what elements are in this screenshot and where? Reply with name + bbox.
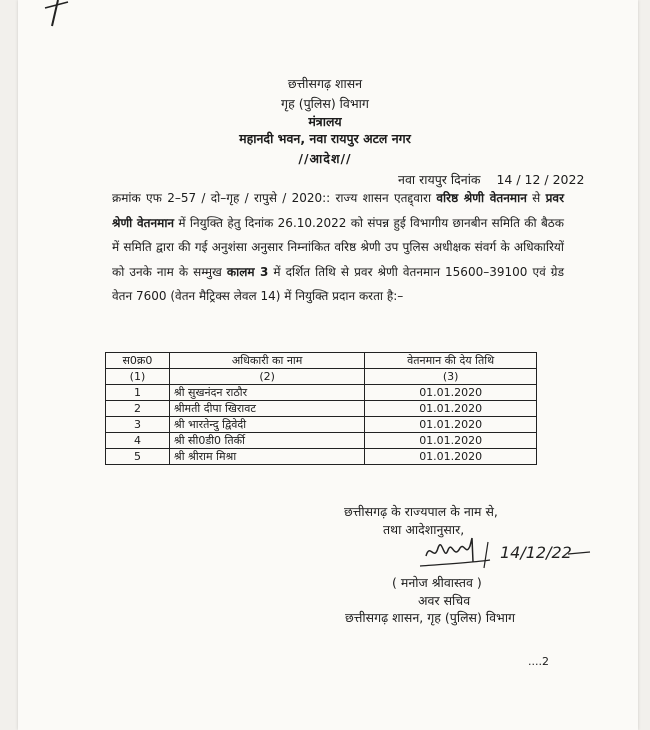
page-continuation: ....2 [528, 655, 549, 668]
header-address: महानदी भवन, नवा रायपुर अटल नगर [239, 131, 411, 146]
row-pay-date: 01.01.2020 [365, 417, 537, 433]
row-sn: 1 [106, 385, 170, 401]
col-header-sn: स0क्र0 [106, 353, 170, 369]
order-date: 14 / 12 / 2022 [496, 172, 585, 187]
signatory-department: छत्तीसगढ़ शासन, गृह (पुलिस) विभाग [345, 610, 516, 625]
row-officer-name: श्री सुखनंदन राठौर [169, 385, 364, 401]
table-row [106, 401, 537, 417]
row-officer-name: श्री भारतेन्दु द्विवेदी [169, 417, 364, 433]
header-order-title: //आदेश// [298, 151, 352, 166]
col-header-name: अधिकारी का नाम [169, 353, 364, 369]
col-header-date: वेतनमान की देय तिथि [365, 353, 537, 369]
header-department: गृह (पुलिस) विभाग [281, 96, 369, 111]
signatory-designation: अवर सचिव [418, 593, 471, 608]
table-row [106, 417, 537, 433]
body-text-3: में नियुक्ति हेतु दिनांक 26.10.2022 को संपन्न हुई विभागीय छानबीन समिति की बैठक में समिति द्वारा की गई अनुशंसा अनुसार निम्नांकित वरिष्ठ श्रेणी उप पुलिस अधीक्षक संवर्ग के अधिकारियों को उनके नाम के सम्मुख [112, 215, 564, 279]
row-sn: 3 [106, 417, 170, 433]
handwritten-signature [418, 532, 593, 572]
dateline-label: नवा रायपुर दिनांक [398, 172, 481, 187]
col-subheader-1: (1) [106, 369, 170, 385]
row-pay-date: 01.01.2020 [365, 449, 537, 465]
body-bold-1: वरिष्ठ श्रेणी वेतनमान [436, 191, 527, 205]
table-subheader-row [106, 369, 537, 385]
table-row [106, 385, 537, 401]
row-pay-date: 01.01.2020 [365, 433, 537, 449]
table-row [106, 449, 537, 465]
header-government: छत्तीसगढ़ शासन [287, 76, 363, 91]
svg-text:14/12/22: 14/12/22 [500, 543, 572, 562]
body-bold-3: कालम 3 [226, 264, 269, 279]
row-sn: 4 [106, 433, 170, 449]
body-bold-2: प्रवर श्रेणी वेतनमान [112, 191, 564, 230]
header-ministry: मंत्रालय [308, 114, 342, 129]
row-pay-date: 01.01.2020 [365, 385, 537, 401]
row-officer-name: श्रीमती दीपा खिरावट [169, 401, 364, 417]
officers-table [105, 352, 537, 465]
col-subheader-2: (2) [169, 369, 364, 385]
row-officer-name: श्री सी0डी0 तिर्की [169, 433, 364, 449]
body-text-1: क्रमांक एफ 2–57 / दो–गृह / रापुसे / 2020:: राज्य शासन एतद्द्वारा [112, 191, 437, 205]
handwritten-mark [40, 0, 80, 30]
row-pay-date: 01.01.2020 [365, 401, 537, 417]
signatory-name: ( मनोज श्रीवास्तव ) [392, 575, 482, 590]
body-text-4: में दर्शित तिथि से प्रवर श्रेणी वेतनमान 15600–39100 एवं ग्रेड वेतन 7600 (वेतन मैट्रिक्स लेवल 14) में नियुक्ति प्रदान करता है:– [112, 264, 564, 303]
order-body [112, 186, 564, 309]
col-subheader-3: (3) [365, 369, 537, 385]
body-text-2: से [526, 191, 546, 205]
row-sn: 2 [106, 401, 170, 417]
row-sn: 5 [106, 449, 170, 465]
row-officer-name: श्री श्रीराम मिश्रा [169, 449, 364, 465]
signatory-by-order: तथा आदेशानुसार, [383, 522, 465, 537]
signatory-on-behalf: छत्तीसगढ़ के राज्यपाल के नाम से, [344, 504, 498, 519]
table-row [106, 433, 537, 449]
table-header-row [106, 353, 537, 369]
